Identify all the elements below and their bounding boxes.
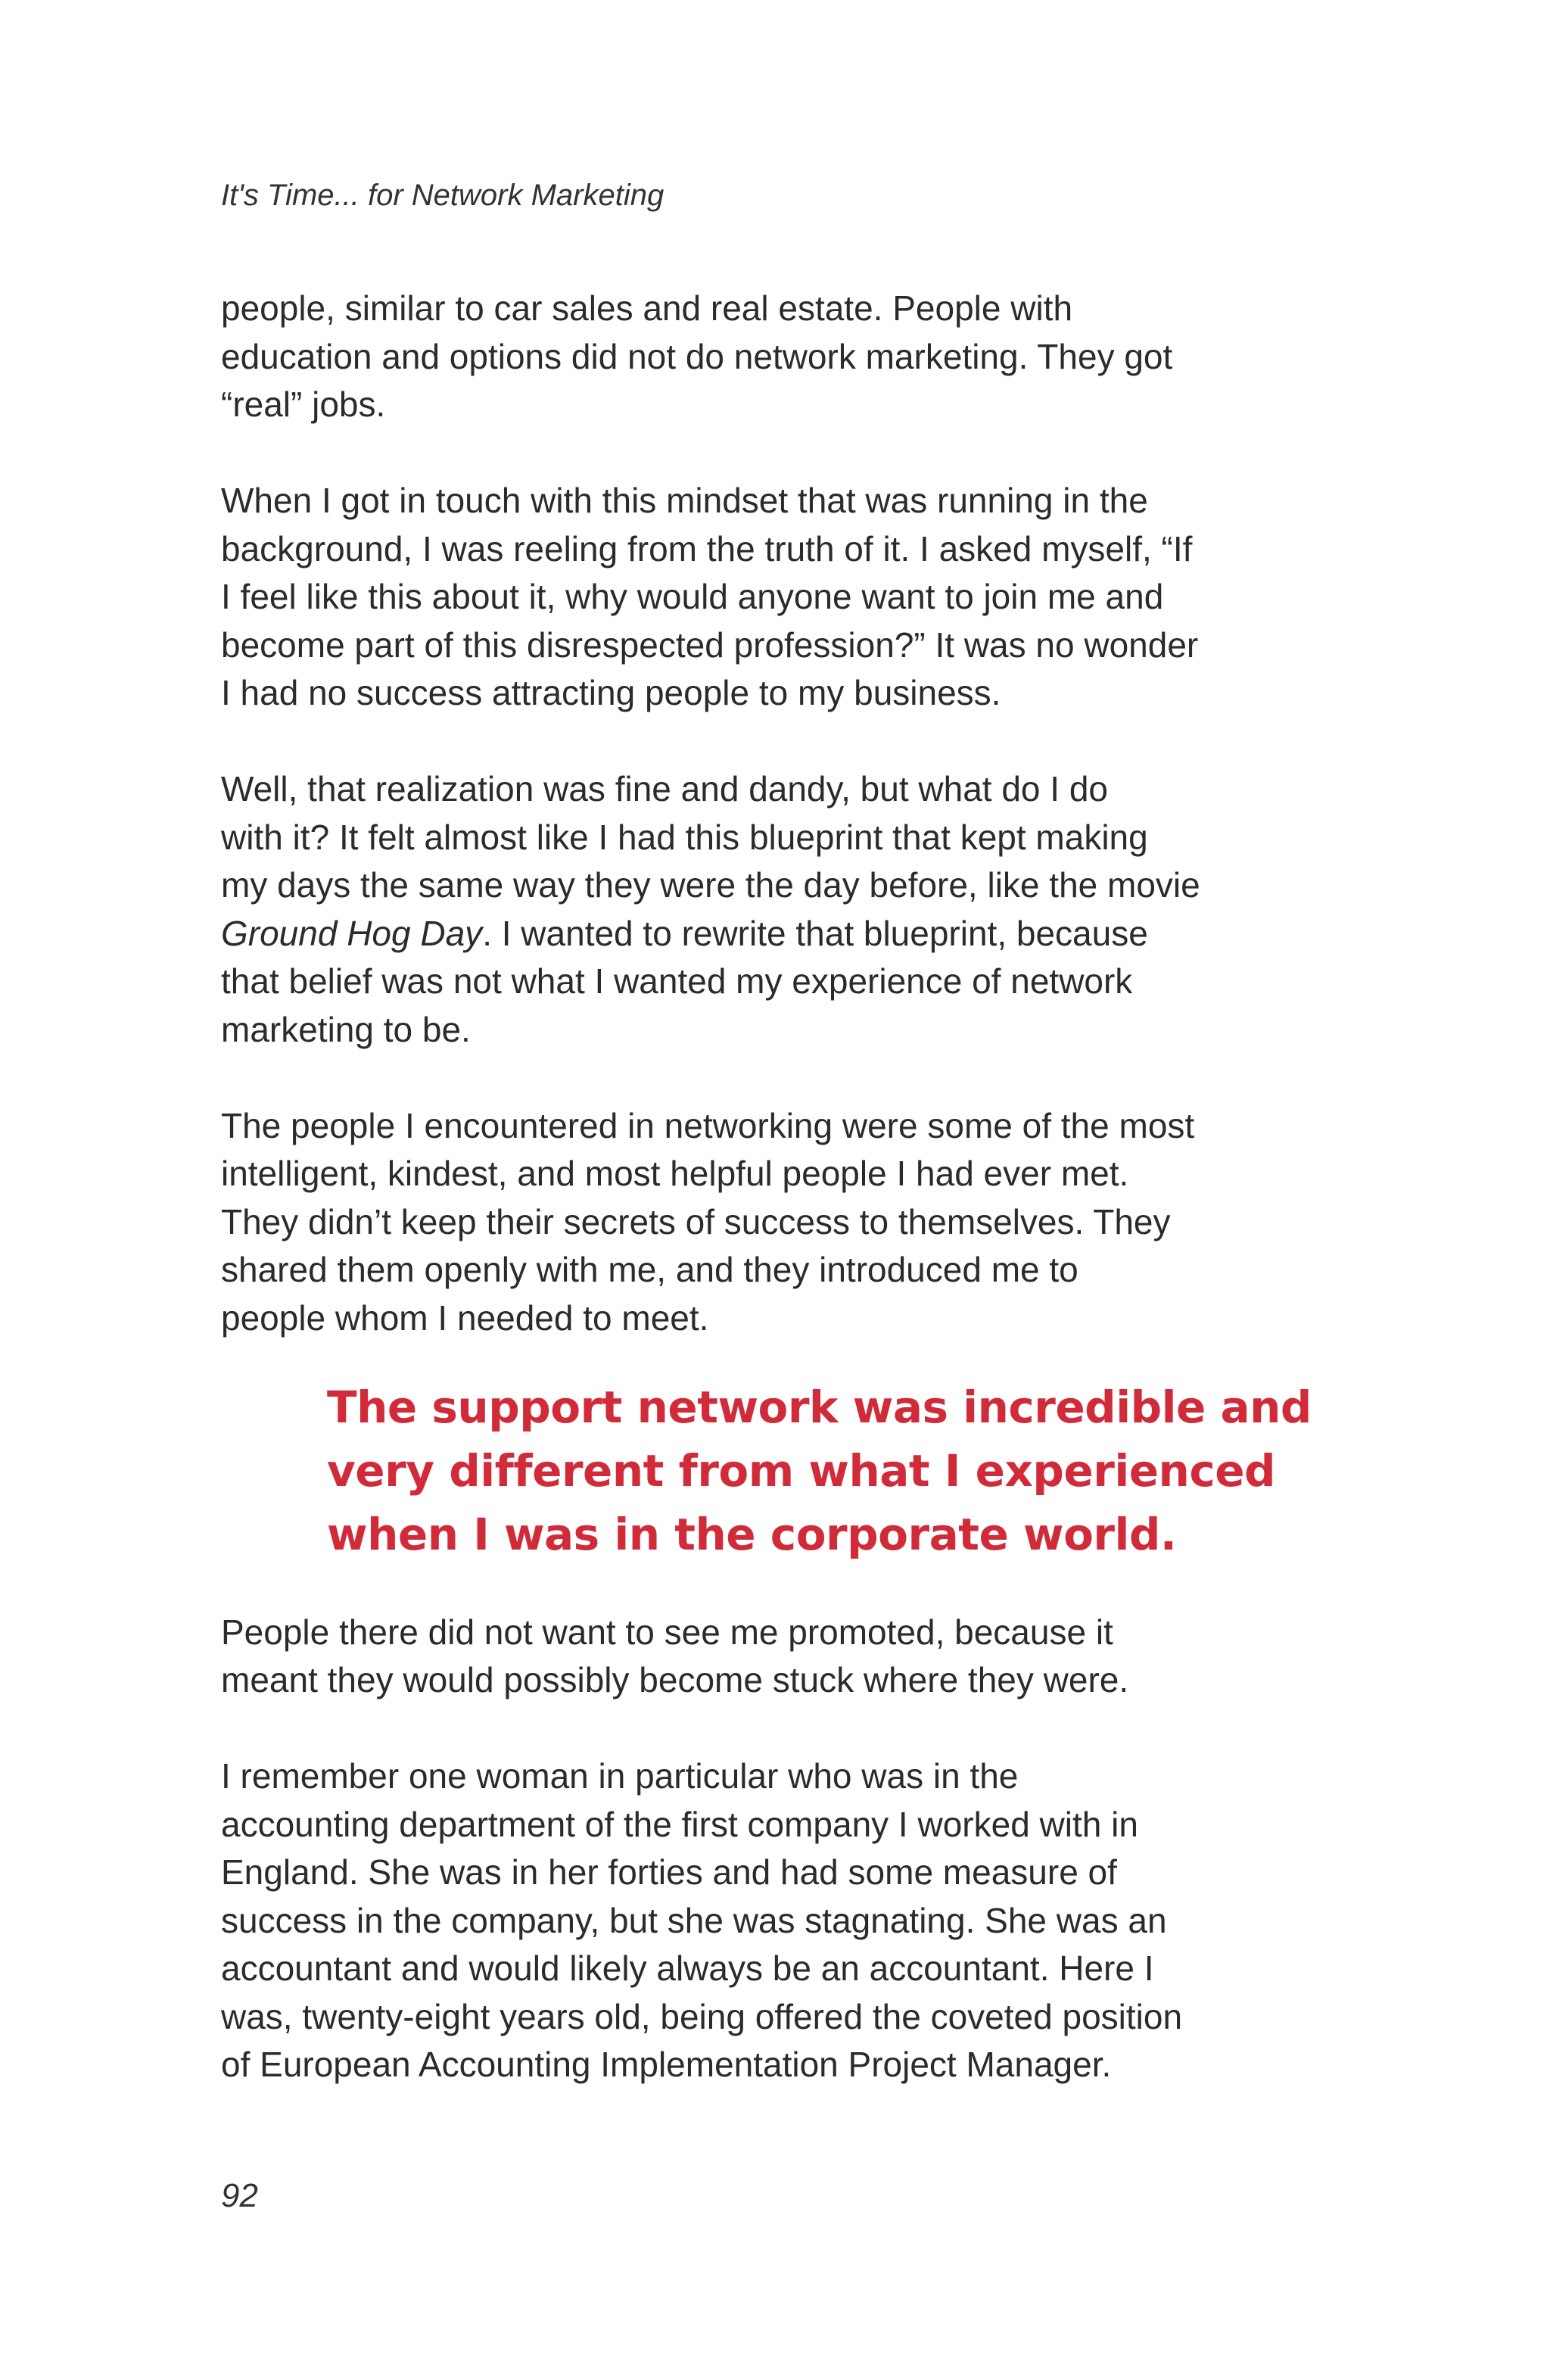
text-line: They didn’t keep their secrets of success to themselves. They bbox=[221, 1201, 1171, 1241]
text-line: of European Accounting Implementation Project Manager. bbox=[221, 2045, 1112, 2084]
text-line: background, I was reeling from the truth of it. I asked myself, “If bbox=[221, 528, 1193, 569]
text-line: People there did not want to see me promoted, because it bbox=[221, 1612, 1113, 1652]
text-line: The people I encountered in networking were some of the most bbox=[221, 1105, 1195, 1145]
text-line: that belief was not what I wanted my experience of network bbox=[221, 961, 1133, 1001]
text-line: success in the company, but she was stagnating. She was an bbox=[221, 1900, 1167, 1940]
movie-title: Ground Hog Day bbox=[221, 913, 483, 953]
text-line: “real” jobs. bbox=[221, 385, 386, 424]
paragraph-1 bbox=[221, 285, 1341, 429]
pull-quote-line: when I was in the corporate world. bbox=[327, 1508, 1177, 1560]
text-line: people whom I needed to meet. bbox=[221, 1297, 709, 1338]
text-line: accountant and would likely always be an accountant. Here I bbox=[221, 1949, 1154, 1988]
text-fragment: . I wanted to rewrite that blueprint, because bbox=[482, 913, 1148, 953]
pull-quote-line: very different from what I experienced bbox=[327, 1444, 1276, 1497]
text-line: When I got in touch with this mindset that was running in the bbox=[221, 481, 1148, 520]
pull-quote-line: The support network was incredible and bbox=[327, 1381, 1312, 1433]
text-line: people, similar to car sales and real estate. People with bbox=[221, 288, 1073, 328]
pull-quote bbox=[327, 1375, 1341, 1566]
text-line: was, twenty-eight years old, being offered the coveted position bbox=[221, 1996, 1183, 2036]
text-line: meant they would possibly become stuck where they were. bbox=[221, 1660, 1129, 1699]
text-line: intelligent, kindest, and most helpful people I had ever met. bbox=[221, 1154, 1129, 1193]
text-line bbox=[221, 910, 1341, 958]
paragraph-5 bbox=[221, 1609, 1341, 1705]
paragraph-3 bbox=[221, 765, 1341, 1054]
text-line: shared them openly with me, and they introduced me to bbox=[221, 1250, 1078, 1289]
text-line: education and options did not do network marketing. They got bbox=[221, 336, 1173, 376]
text-line: accounting department of the first company I worked with in bbox=[221, 1804, 1138, 1844]
paragraph-2 bbox=[221, 477, 1341, 718]
text-line: my days the same way they were the day before, like the movie bbox=[221, 865, 1200, 905]
text-line: become part of this disrespected profession?” It was no wonder bbox=[221, 625, 1199, 665]
text-line: I had no success attracting people to my business. bbox=[221, 673, 1001, 712]
text-line: England. She was in her forties and had some measure of bbox=[221, 1852, 1117, 1892]
paragraph-4 bbox=[221, 1102, 1341, 1343]
page-number: 92 bbox=[221, 2177, 258, 2214]
text-line: Well, that realization was fine and dandy, but what do I do bbox=[221, 769, 1109, 808]
running-head: It's Time... for Network Marketing bbox=[221, 179, 665, 212]
text-line: with it? It felt almost like I had this blueprint that kept making bbox=[221, 817, 1148, 857]
text-line: marketing to be. bbox=[221, 1009, 471, 1049]
paragraph-6 bbox=[221, 1752, 1341, 2089]
body-text bbox=[221, 285, 1341, 2137]
text-line: I feel like this about it, why would anyone want to join me and bbox=[221, 577, 1164, 616]
text-line: I remember one woman in particular who was in the bbox=[221, 1756, 1019, 1796]
